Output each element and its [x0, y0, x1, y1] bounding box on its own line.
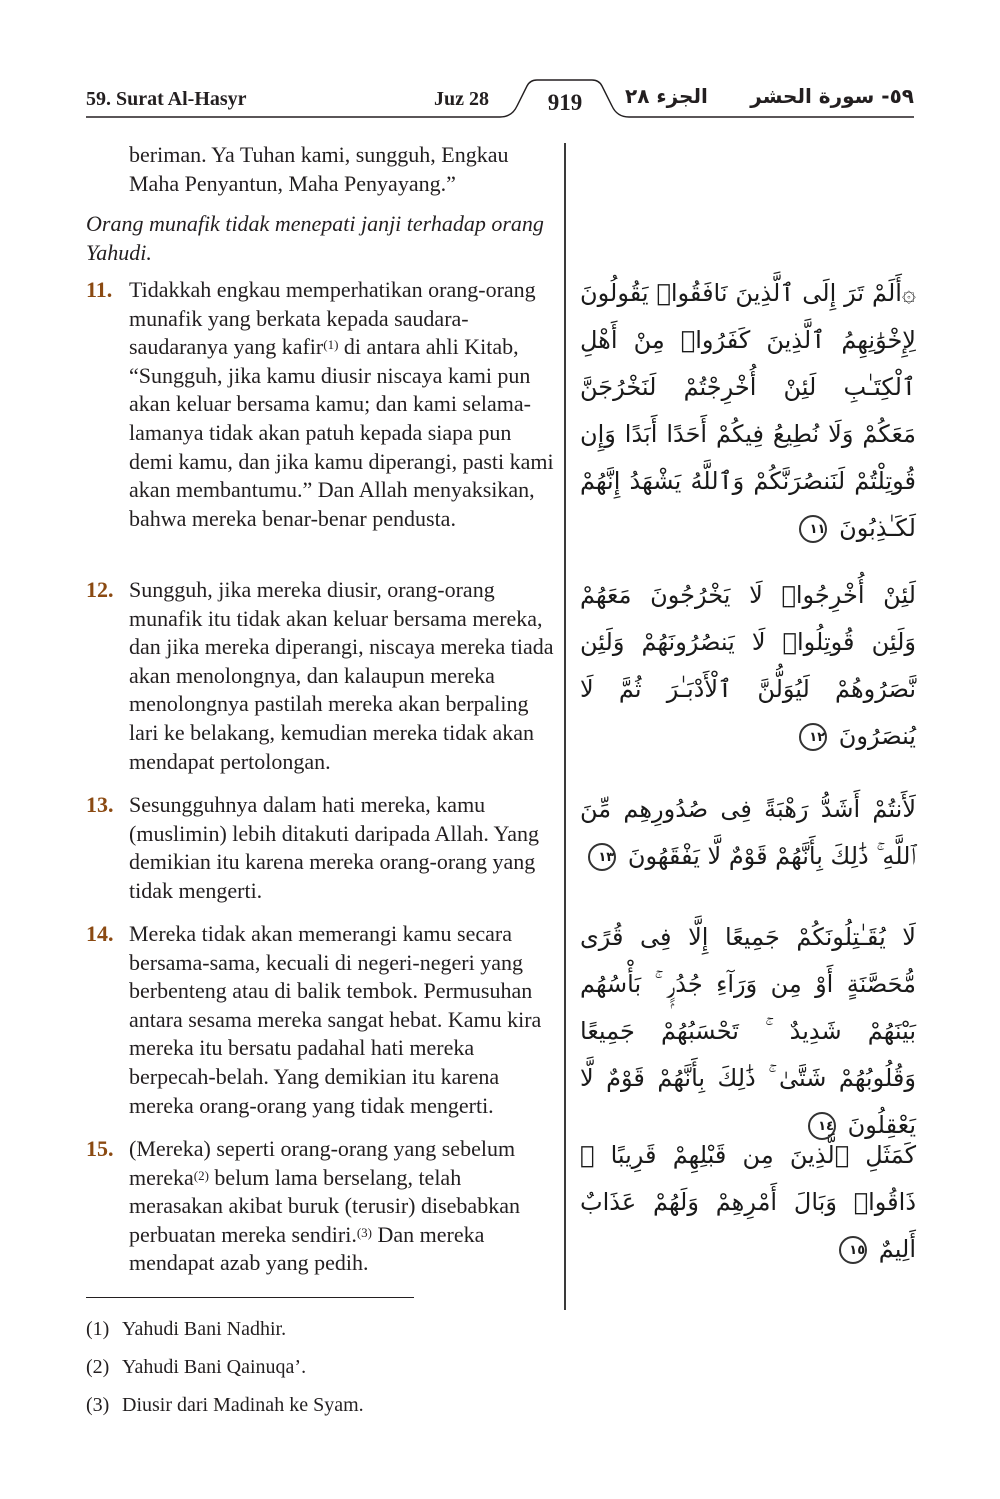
footnote-number: (3) [86, 1394, 110, 1416]
verse-text: di antara ahli Kitab, “Sungguh, jika kamu diusir niscaya kami pun akan keluar bersama kamu; dan kami selama-lamanya tidak akan patuh kepada siapa pun demi kamu, dan jika kamu diperangi, pasti kami akan membantumu.” Dan Allah menyaksikan, bahwa mereka benar-benar pendusta. [129, 334, 554, 531]
juz-label-latin: Juz 28 [434, 88, 489, 110]
arabic-verse-12 [580, 572, 916, 760]
section-heading: Orang munafik tidak menepati janji terhadap orang Yahudi. [86, 211, 544, 265]
verse-number: 13. [86, 792, 114, 817]
arabic-text: لَا يُقَـٰتِلُونَكُمْ جَمِيعًا إِلَّا فِى قُرًى مُّحَصَّنَةٍ أَوْ مِن وَرَآءِ جُدُرٍۭ ۚ بَأْسُهُم بَيْنَهُمْ شَدِيدٌ ۚ تَحْسَبُهُمْ جَمِيعًا وَقُلُوبُهُمْ شَتَّىٰ ۚ ذَٰلِكَ بِأَنَّهُمْ قَوْمٌ لَّا يَعْقِلُونَ [580, 923, 916, 1139]
footnote-text: Yahudi Bani Qainuqa’. [122, 1356, 307, 1378]
footnote-number: (1) [86, 1318, 110, 1340]
arabic-text: لَأَنتُمْ أَشَدُّ رَهْبَةً فِى صُدُورِهِم مِّنَ ٱللَّهِ ۚ ذَٰلِكَ بِأَنَّهُمْ قَوْمٌ لَّا يَفْقَهُونَ [580, 795, 916, 870]
verse-14 [86, 920, 560, 1120]
page-number: 919 [547, 90, 583, 115]
arabic-verse-15 [580, 1132, 916, 1273]
ayah-number-marker: ١٣ [588, 843, 616, 871]
verse-13 [86, 791, 560, 905]
ayah-number-marker: ١٥ [839, 1236, 867, 1264]
verse-translation: Sungguh, jika mereka diusir, orang-orang munafik itu tidak akan keluar bersama mereka, dan jika mereka diperangi, niscaya mereka tiada akan menolongnya, dan kalaupun mereka menolongnya pastilah mereka akan berpaling lari ke belakang, kemudian mereka tidak akan mendapat pertolongan. [129, 577, 554, 774]
surah-title-arabic: ٥٩- سورة الحشر [750, 84, 914, 108]
arabic-verse-13 [580, 786, 916, 880]
column-divider [564, 143, 566, 1310]
footnote-text: Diusir dari Madinah ke Syam. [122, 1394, 364, 1416]
juz-label-arabic: الجزء ٢٨ [625, 84, 708, 108]
surah-title-latin: 59. Surat Al-Hasyr [86, 88, 247, 110]
verse-number: 15. [86, 1136, 114, 1161]
verse-15 [86, 1135, 560, 1278]
verse-translation: Mereka tidak akan memerangi kamu secara bersama-sama, kecuali di negeri-negeri yang berbenteng atau di balik tembok. Permusuhan antara sesama mereka sangat hebat. Kamu kira mereka itu bersatu padahal hati mereka berpecah-belah. Yang demikian itu karena mereka orang-orang yang tidak mengerti. [129, 921, 542, 1118]
footnote-ref[interactable]: (2) [193, 1167, 209, 1183]
footnote-text: Yahudi Bani Nadhir. [122, 1318, 287, 1340]
ayah-number-marker: ١١ [799, 515, 827, 543]
footnote-3 [86, 1394, 364, 1417]
verse-number: 12. [86, 577, 114, 602]
verse-number: 11. [86, 277, 113, 302]
arabic-text: لَئِنْ أُخْرِجُوا۟ لَا يَخْرُجُونَ مَعَهُمْ وَلَئِن قُوتِلُوا۟ لَا يَنصُرُونَهُمْ وَلَئِن نَّصَرُوهُمْ لَيُوَلُّنَّ ٱلْأَدْبَـٰرَ ثُمَّ لَا يُنصَرُونَ [580, 581, 916, 750]
arabic-text: ۞أَلَمْ تَرَ إِلَى ٱلَّذِينَ نَافَقُوا۟ يَقُولُونَ لِإِخْوَٰنِهِمُ ٱلَّذِينَ كَفَرُوا۟ مِنْ أَهْلِ ٱلْكِتَـٰبِ لَئِنْ أُخْرِجْتُمْ لَنَخْرُجَنَّ مَعَكُمْ وَلَا نُطِيعُ فِيكُمْ أَحَدًا أَبَدًا وَإِن قُوتِلْتُمْ لَنَنصُرَنَّكُمْ وَٱللَّهُ يَشْهَدُ إِنَّهُمْ لَكَـٰذِبُونَ [580, 279, 916, 542]
verse-translation: Sesungguhnya dalam hati mereka, kamu (muslimin) lebih ditakuti daripada Allah. Yang demikian itu karena mereka orang-orang yang tidak mengerti. [129, 792, 540, 903]
arabic-text: كَمَثَلِ ٱلَّذِينَ مِن قَبْلِهِمْ قَرِيبًا ۖ ذَاقُوا۟ وَبَالَ أَمْرِهِمْ وَلَهُمْ عَذَابٌ أَلِيمٌ [580, 1141, 916, 1263]
verse-text: (Mereka) seperti orang-orang yang sebelum mereka [129, 1136, 516, 1190]
arabic-verse-14 [580, 914, 916, 1149]
verse-12 [86, 576, 560, 776]
footnote-rule [86, 1297, 414, 1298]
ayah-number-marker: ١٢ [799, 723, 827, 751]
verse-text: Dan mereka mendapat azab yang pedih. [129, 1221, 485, 1276]
footnote-2 [86, 1356, 306, 1379]
verse-text: Tidakkah engkau memperhatikan orang-orang munafik yang berkata kepada saudara-saudaranya yang kafir [129, 277, 536, 360]
header-rule [0, 0, 1000, 130]
verse-11 [86, 276, 560, 533]
footnote-ref[interactable]: (1) [323, 337, 339, 353]
continuation-text: beriman. Ya Tuhan kami, sungguh, Engkau Maha Penyantun, Maha Penyayang.” [129, 142, 509, 196]
footnote-ref[interactable]: (3) [356, 1224, 373, 1240]
footnote-1 [86, 1318, 286, 1341]
verse-translation [129, 276, 560, 533]
verse-translation [129, 1135, 560, 1278]
arabic-verse-11 [580, 270, 916, 552]
footnote-number: (2) [86, 1356, 110, 1378]
verse-number: 14. [86, 921, 114, 946]
ayah-number-marker: ١٤ [808, 1112, 836, 1140]
verse-text: belum lama berselang, telah merasakan akibat buruk (terusir) disebabkan perbuatan mereka sendiri. [129, 1164, 520, 1247]
